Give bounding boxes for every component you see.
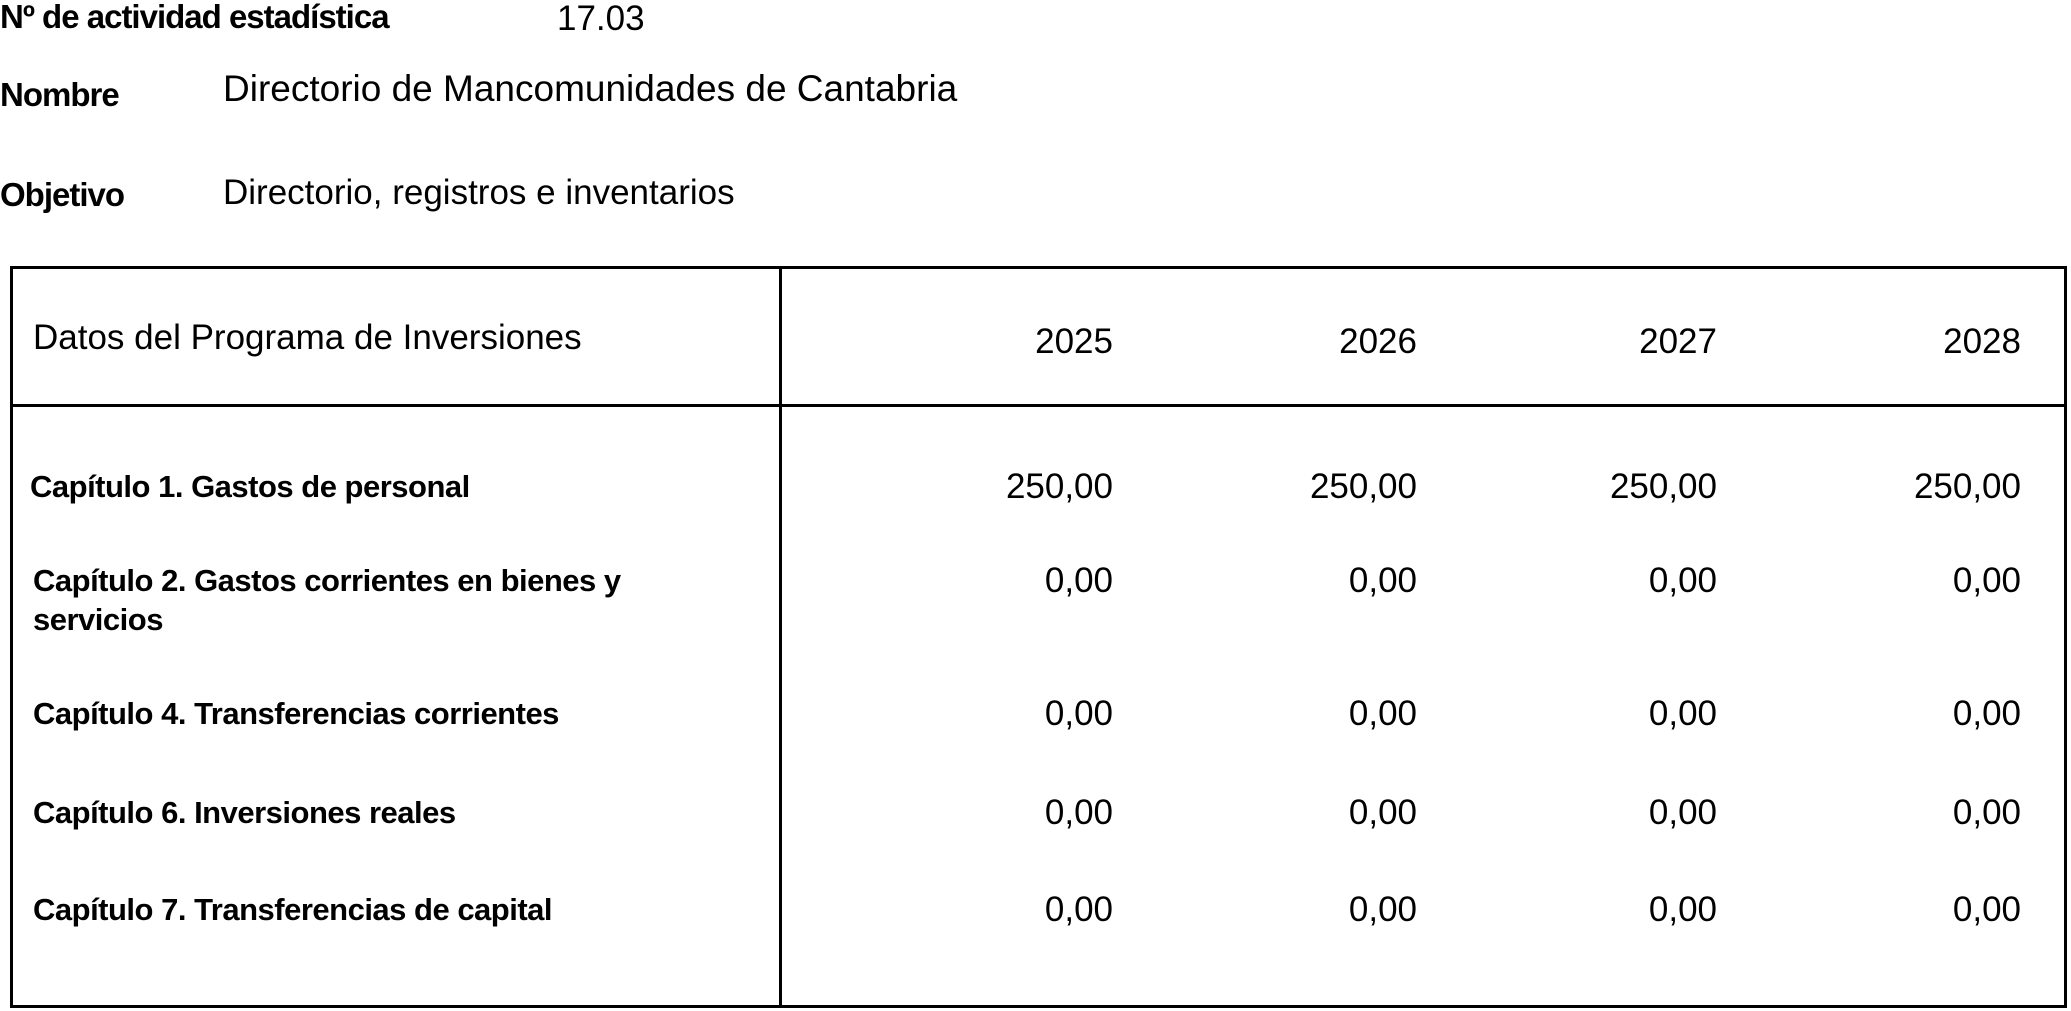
activity-number-label: Nº de actividad estadística <box>0 0 389 35</box>
cell-capitulo-4-2027: 0,00 <box>1648 694 1717 733</box>
table-header-divider <box>10 404 2067 407</box>
row-label-capitulo-4: Capítulo 4. Transferencias corrientes <box>33 696 559 731</box>
cell-capitulo-6-2027: 0,00 <box>1648 793 1717 832</box>
cell-capitulo-7-2025: 0,00 <box>1044 890 1113 929</box>
cell-capitulo-1-2028: 250,00 <box>1913 467 2021 506</box>
cell-capitulo-4-2028: 0,00 <box>1952 694 2021 733</box>
row-label-capitulo-7: Capítulo 7. Transferencias de capital <box>33 892 553 927</box>
year-header-2028: 2028 <box>1943 322 2021 361</box>
objective-label: Objetivo <box>0 176 125 213</box>
cell-capitulo-2-2028: 0,00 <box>1952 561 2021 600</box>
table-title: Datos del Programa de Inversiones <box>33 318 582 357</box>
cell-capitulo-7-2027: 0,00 <box>1648 890 1717 929</box>
cell-capitulo-2-2027: 0,00 <box>1648 561 1717 600</box>
name-value: Directorio de Mancomunidades de Cantabria <box>223 68 958 109</box>
cell-capitulo-6-2026: 0,00 <box>1348 793 1417 832</box>
row-label-capitulo-2: Capítulo 2. Gastos corrientes en bienes y servicios <box>33 563 621 637</box>
cell-capitulo-1-2026: 250,00 <box>1309 467 1417 506</box>
cell-capitulo-4-2026: 0,00 <box>1348 694 1417 733</box>
cell-capitulo-7-2026: 0,00 <box>1348 890 1417 929</box>
cell-capitulo-2-2025: 0,00 <box>1044 561 1113 600</box>
cell-capitulo-1-2027: 250,00 <box>1609 467 1717 506</box>
year-header-2026: 2026 <box>1339 322 1417 361</box>
cell-capitulo-1-2025: 250,00 <box>1005 467 1113 506</box>
table-column-divider <box>779 266 782 1008</box>
row-label-capitulo-6: Capítulo 6. Inversiones reales <box>33 795 456 830</box>
cell-capitulo-2-2026: 0,00 <box>1348 561 1417 600</box>
name-label: Nombre <box>0 76 119 113</box>
cell-capitulo-4-2025: 0,00 <box>1044 694 1113 733</box>
cell-capitulo-6-2025: 0,00 <box>1044 793 1113 832</box>
cell-capitulo-7-2028: 0,00 <box>1952 890 2021 929</box>
year-header-2027: 2027 <box>1639 322 1717 361</box>
objective-value: Directorio, registros e inventarios <box>223 173 735 212</box>
activity-number-value: 17.03 <box>557 0 645 38</box>
cell-capitulo-6-2028: 0,00 <box>1952 793 2021 832</box>
row-label-capitulo-1: Capítulo 1. Gastos de personal <box>30 469 470 504</box>
year-header-2025: 2025 <box>1035 322 1113 361</box>
